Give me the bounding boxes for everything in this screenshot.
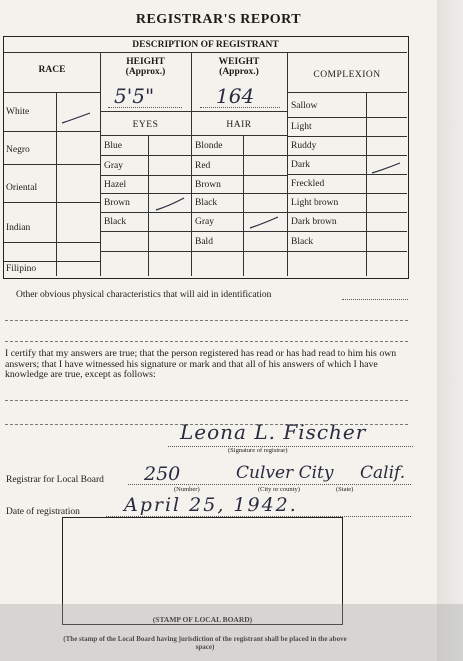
section-title: DESCRIPTION OF REGISTRANT [132, 40, 279, 50]
height-approx: (Approx.) [125, 67, 166, 77]
dark-complexion-check-mark [370, 161, 404, 177]
signature-caption: (Signature of registrar) [228, 447, 288, 454]
complexion-dark: Dark [291, 160, 310, 170]
stamp-note: (The stamp of the Local Board having jurisdiction of the registrant shall be placed in the above space) [63, 635, 347, 651]
complexion-sallow: Sallow [291, 101, 318, 111]
hair-black: Black [195, 198, 218, 208]
complexion-ruddy: Ruddy [291, 141, 317, 151]
page-edge [437, 0, 463, 661]
complexion-black: Black [291, 237, 314, 247]
date-label: Date of registration [6, 507, 80, 517]
weight-value: 164 [216, 84, 255, 108]
eyes-header: EYES [132, 120, 159, 130]
race-indian: Indian [6, 223, 31, 233]
hair-bald: Bald [195, 237, 213, 247]
local-board-label: Registrar for Local Board [6, 475, 104, 485]
board-state: Calif. [360, 463, 406, 483]
height-value: 5'5" [114, 84, 155, 108]
complexion-dark-brown: Dark brown [291, 217, 337, 227]
board-city: Culver City [236, 463, 334, 483]
eyes-blue: Blue [104, 141, 122, 151]
date-value: April 25, 1942. [124, 494, 298, 516]
caption-city: (City or county) [258, 486, 300, 493]
weight-approx: (Approx.) [219, 67, 259, 77]
page-title: REGISTRAR'S REPORT [135, 12, 302, 27]
eyes-gray: Gray [104, 161, 123, 171]
race-oriental: Oriental [6, 183, 38, 193]
race-white: White [6, 107, 30, 117]
eyes-brown: Brown [104, 198, 130, 208]
caption-number: (Number) [174, 486, 200, 493]
height-header: HEIGHT [126, 57, 165, 67]
board-number: 250 [144, 463, 181, 485]
gray-hair-check-mark [248, 215, 282, 231]
caption-state: (State) [336, 486, 354, 493]
complexion-light-brown: Light brown [291, 198, 339, 208]
complexion-header: COMPLEXION [313, 70, 381, 80]
weight-header: WEIGHT [218, 57, 260, 67]
white-check-mark [60, 111, 94, 127]
hair-gray: Gray [195, 217, 214, 227]
hair-brown: Brown [195, 180, 221, 190]
race-header: RACE [38, 65, 66, 75]
hair-blonde: Blonde [195, 141, 223, 151]
brown-eyes-check-mark [154, 197, 188, 213]
race-filipino: Filipino [6, 264, 37, 274]
eyes-hazel: Hazel [104, 180, 127, 190]
eyes-black: Black [104, 217, 127, 227]
stamp-label: (STAMP OF LOCAL BOARD) [152, 615, 253, 624]
hair-red: Red [195, 161, 211, 171]
hair-header: HAIR [226, 120, 252, 130]
complexion-light: Light [291, 122, 312, 132]
complexion-freckled: Freckled [291, 179, 325, 189]
race-negro: Negro [6, 145, 30, 155]
description-grid [3, 36, 409, 279]
certification-text: I certify that my answers are true; that the person registered has read or has had read to him his own answers; that I have witnessed his signature or mark and that all of his answers of which I have knowledge are true, except as follows: [5, 348, 397, 380]
scan-shadow [0, 604, 463, 661]
other-characteristics-label: Other obvious physical characteristics that will aid in identification [16, 290, 272, 300]
registrar-signature: Leona L. Fischer [180, 420, 367, 444]
